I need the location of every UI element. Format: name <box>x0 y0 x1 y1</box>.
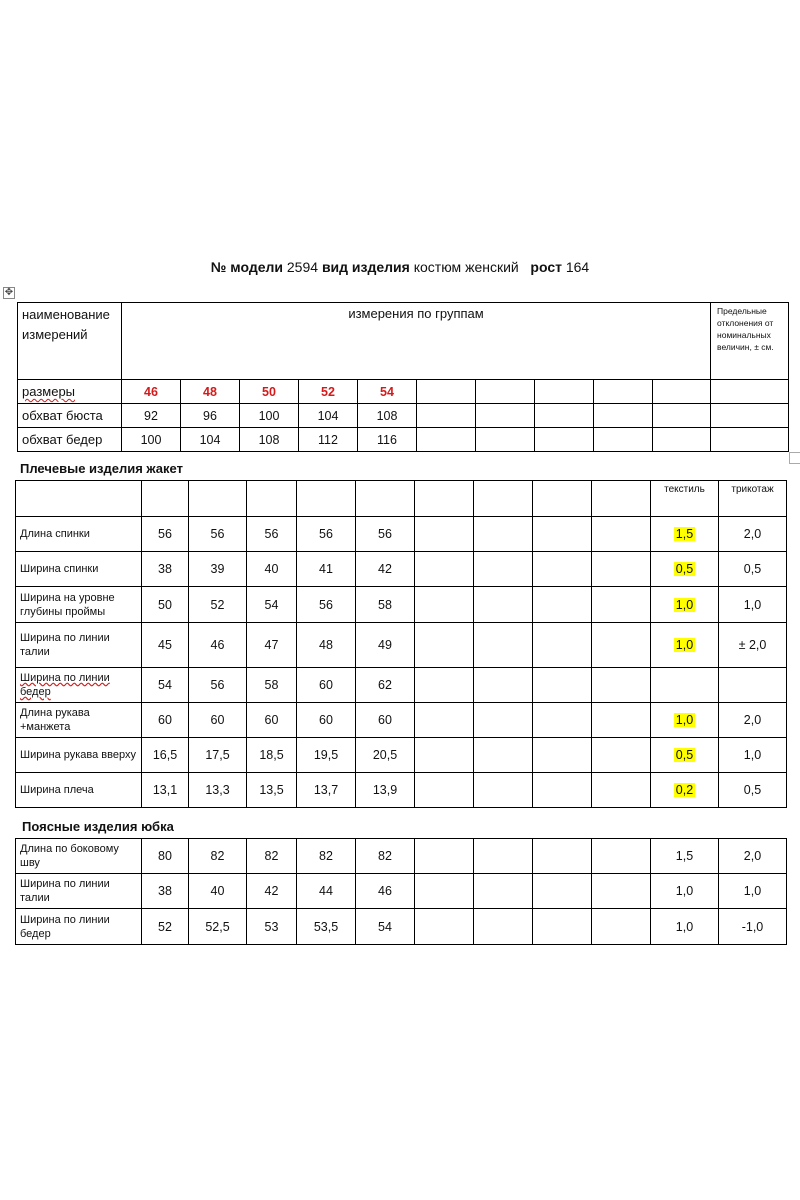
value-cell: 13,3 <box>189 773 247 808</box>
value-cell: 58 <box>356 587 415 623</box>
value-cell: 56 <box>247 517 297 552</box>
textile-value: 0,5 <box>675 562 694 576</box>
header-groups: измерения по группам <box>122 303 711 380</box>
size-cell: 54 <box>358 380 417 404</box>
value-cell: 42 <box>356 552 415 587</box>
jacket-table-body <box>16 517 787 808</box>
value-cell: 42 <box>247 874 297 909</box>
size-cell: 46 <box>122 380 181 404</box>
measurements-table <box>17 302 789 452</box>
row-label: Длина спинки <box>16 517 142 552</box>
value-cell: 112 <box>299 428 358 452</box>
type-value: костюм женский <box>413 259 519 275</box>
value-cell: 60 <box>142 703 189 738</box>
value-cell: 104 <box>181 428 240 452</box>
textile-value: 1,0 <box>675 638 694 652</box>
knit-cell: 0,5 <box>719 552 787 587</box>
row-label: Ширина на уровне глубины проймы <box>16 587 142 623</box>
textile-cell <box>651 668 719 703</box>
knit-cell: ± 2,0 <box>719 623 787 668</box>
textile-cell <box>651 517 719 552</box>
value-cell: 16,5 <box>142 738 189 773</box>
value-cell: 13,7 <box>297 773 356 808</box>
knit-cell: 1,0 <box>719 874 787 909</box>
value-cell: 48 <box>297 623 356 668</box>
table-row <box>16 874 787 909</box>
value-cell: 41 <box>297 552 356 587</box>
row-label: Ширина по линии бедер <box>16 909 142 945</box>
skirt-table <box>15 838 787 945</box>
value-cell: 56 <box>356 517 415 552</box>
col-textile: текстиль <box>651 481 719 517</box>
row-label: обхват бюста <box>18 404 122 428</box>
textile-cell <box>651 623 719 668</box>
value-cell: 54 <box>247 587 297 623</box>
value-cell: 96 <box>181 404 240 428</box>
textile-value: 1,0 <box>675 919 694 934</box>
row-label: Ширина по линии талии <box>16 874 142 909</box>
table-row <box>16 668 787 703</box>
textile-value: 1,0 <box>675 884 694 898</box>
value-cell: 82 <box>297 839 356 874</box>
textile-cell <box>651 738 719 773</box>
size-cell: 48 <box>181 380 240 404</box>
row-label: Ширина рукава вверху <box>16 738 142 773</box>
value-cell: 38 <box>142 552 189 587</box>
header-name: наименование измерений <box>18 303 122 380</box>
row-label: обхват бедер <box>18 428 122 452</box>
value-cell: 45 <box>142 623 189 668</box>
value-cell: 56 <box>297 517 356 552</box>
knit-cell: 1,0 <box>719 587 787 623</box>
value-cell: 44 <box>297 874 356 909</box>
textile-cell <box>651 839 719 874</box>
value-cell: 52 <box>142 909 189 945</box>
value-cell: 62 <box>356 668 415 703</box>
section-title-skirt: Поясные изделия юбка <box>22 819 174 834</box>
table-row <box>16 909 787 945</box>
value-cell: 108 <box>240 428 299 452</box>
type-label: вид изделия <box>321 259 410 275</box>
textile-value: 0,2 <box>675 783 694 797</box>
sizes-label: размеры <box>22 384 76 399</box>
value-cell: 53,5 <box>297 909 356 945</box>
value-cell: 54 <box>356 909 415 945</box>
height-value: 164 <box>565 259 590 275</box>
textile-value: 1,5 <box>675 849 694 863</box>
value-cell: 50 <box>142 587 189 623</box>
value-cell: 18,5 <box>247 738 297 773</box>
textile-value: 1,0 <box>675 597 694 612</box>
value-cell: 56 <box>142 517 189 552</box>
textile-cell <box>651 587 719 623</box>
move-handle-icon[interactable]: ✥ <box>4 287 14 298</box>
textile-value: 1,5 <box>675 527 694 541</box>
table-row <box>16 587 787 623</box>
value-cell: 40 <box>247 552 297 587</box>
textile-cell <box>651 552 719 587</box>
table-row <box>18 404 789 428</box>
size-cell: 50 <box>240 380 299 404</box>
value-cell: 39 <box>189 552 247 587</box>
knit-cell: -1,0 <box>719 909 787 945</box>
value-cell: 60 <box>297 703 356 738</box>
textile-cell <box>651 703 719 738</box>
row-label: Ширина по линии бедер <box>16 668 142 703</box>
row-label: Длина по боковому шву <box>16 839 142 874</box>
value-cell: 17,5 <box>189 738 247 773</box>
textile-value: 1,0 <box>675 713 694 727</box>
jacket-table <box>15 480 787 808</box>
section-title-jacket: Плечевые изделия жакет <box>20 461 183 476</box>
value-cell: 40 <box>189 874 247 909</box>
textile-cell <box>651 773 719 808</box>
value-cell: 54 <box>142 668 189 703</box>
value-cell: 56 <box>297 587 356 623</box>
table-row <box>16 839 787 874</box>
value-cell: 19,5 <box>297 738 356 773</box>
row-label: Ширина по линии талии <box>16 623 142 668</box>
textile-value: 0,5 <box>675 748 694 762</box>
value-cell: 47 <box>247 623 297 668</box>
row-label: Длина рукава +манжета <box>16 703 142 738</box>
header-tolerance: Предельные отклонения от номинальных величин, ± см. <box>711 303 789 380</box>
table-row <box>18 428 789 452</box>
value-cell: 13,9 <box>356 773 415 808</box>
skirt-table-body <box>16 839 787 945</box>
value-cell: 53 <box>247 909 297 945</box>
value-cell: 46 <box>356 874 415 909</box>
textile-cell <box>651 909 719 945</box>
value-cell: 116 <box>358 428 417 452</box>
value-cell: 60 <box>356 703 415 738</box>
value-cell: 104 <box>299 404 358 428</box>
knit-cell: 1,0 <box>719 738 787 773</box>
value-cell: 80 <box>142 839 189 874</box>
document-title <box>0 259 800 275</box>
value-cell: 92 <box>122 404 181 428</box>
table-row <box>16 773 787 808</box>
value-cell: 49 <box>356 623 415 668</box>
value-cell: 38 <box>142 874 189 909</box>
table-row <box>16 517 787 552</box>
value-cell: 82 <box>247 839 297 874</box>
value-cell: 58 <box>247 668 297 703</box>
model-label: № модели <box>210 259 283 275</box>
knit-cell: 2,0 <box>719 703 787 738</box>
value-cell: 52,5 <box>189 909 247 945</box>
knit-cell: 2,0 <box>719 517 787 552</box>
value-cell: 56 <box>189 668 247 703</box>
table-row <box>16 552 787 587</box>
knit-cell: 2,0 <box>719 839 787 874</box>
model-value: 2594 <box>286 259 319 275</box>
col-knit: трикотаж <box>719 481 787 517</box>
knit-cell <box>719 668 787 703</box>
value-cell: 82 <box>189 839 247 874</box>
sizes-row <box>18 380 789 404</box>
row-label: Ширина плеча <box>16 773 142 808</box>
table-row <box>16 703 787 738</box>
value-cell: 100 <box>240 404 299 428</box>
table-row <box>16 623 787 668</box>
row-label: Ширина спинки <box>16 552 142 587</box>
height-label: рост <box>530 259 562 275</box>
value-cell: 13,5 <box>247 773 297 808</box>
textile-cell <box>651 874 719 909</box>
value-cell: 100 <box>122 428 181 452</box>
value-cell: 46 <box>189 623 247 668</box>
value-cell: 13,1 <box>142 773 189 808</box>
value-cell: 60 <box>297 668 356 703</box>
table-row <box>16 738 787 773</box>
value-cell: 108 <box>358 404 417 428</box>
value-cell: 60 <box>189 703 247 738</box>
table-resize-handle <box>789 452 800 464</box>
value-cell: 20,5 <box>356 738 415 773</box>
value-cell: 82 <box>356 839 415 874</box>
value-cell: 60 <box>247 703 297 738</box>
knit-cell: 0,5 <box>719 773 787 808</box>
value-cell: 56 <box>189 517 247 552</box>
size-cell: 52 <box>299 380 358 404</box>
value-cell: 52 <box>189 587 247 623</box>
